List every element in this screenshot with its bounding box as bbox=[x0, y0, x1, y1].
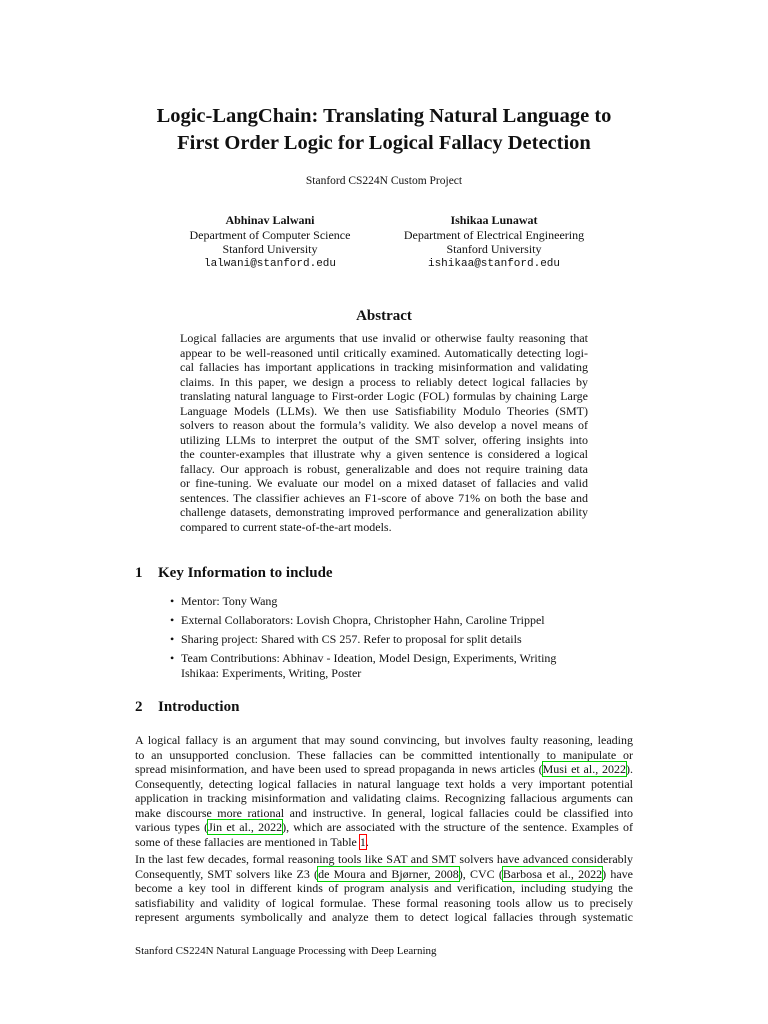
author-name: Ishikaa Lunawat bbox=[450, 213, 538, 227]
paragraph-line: various types (Jin et al., 2022), which are associated with the structure of the sentence. Examples of bbox=[135, 820, 634, 834]
author-name: Abhinav Lalwani bbox=[225, 213, 315, 227]
paragraph-line: make discourse more rational and instructive. In general, logical fallacies could be classified into bbox=[135, 805, 633, 820]
list-item-text: Mentor: Tony Wang bbox=[181, 594, 278, 608]
citation-link[interactable]: Jin et al., 2022 bbox=[208, 820, 283, 834]
citation-link[interactable]: de Moura and Bjørner, 2008 bbox=[318, 866, 459, 881]
abstract-line: cal fallacies has important applications in tracking misinformation and validating bbox=[180, 360, 588, 374]
abstract-line: or fine-tuning. We evaluate our model on a mixed dataset of fallacies and valid bbox=[180, 476, 588, 490]
abstract-line: compared to current state-of-the-art models. bbox=[180, 519, 392, 534]
title-line-1: Logic-LangChain: Translating Natural Language to bbox=[156, 105, 612, 127]
author-block bbox=[374, 213, 614, 271]
paragraph-line: become a key tool in different kinds of program analysis and verification, including studying the bbox=[135, 881, 633, 895]
citation-link[interactable]: Musi et al., 2022 bbox=[542, 762, 626, 776]
list-item bbox=[170, 651, 640, 680]
abstract-body bbox=[180, 331, 588, 534]
intro-paragraph-1 bbox=[135, 733, 633, 849]
abstract-line: appear to be well-reasoned until critically examined. Automatically detecting logi- bbox=[180, 345, 588, 360]
section-title: Introduction bbox=[158, 699, 240, 715]
table-ref-link[interactable]: 1 bbox=[359, 834, 366, 849]
paragraph-line: Consequently, detecting logical fallacies in natural language text holds a very important potential bbox=[135, 776, 633, 791]
author-department: Department of Computer Science bbox=[189, 227, 351, 242]
list-item bbox=[170, 594, 640, 609]
paragraph-line: spread misinformation, and have been used to spread propaganda in news articles (Musi et al., 2022). bbox=[135, 762, 633, 776]
paper-title bbox=[0, 103, 768, 157]
list-item-text: Sharing project: Shared with CS 257. Refer to proposal for split details bbox=[181, 632, 522, 646]
abstract-line: solvers to reason about the formula’s validity. We also develop a novel means of bbox=[180, 418, 588, 432]
author-university: Stanford University bbox=[446, 242, 542, 256]
abstract-line: claims. In this paper, we design a process to reliably detect logical fallacies by bbox=[180, 374, 588, 389]
page-footer: Stanford CS224N Natural Language Processing with Deep Learning bbox=[135, 945, 437, 957]
author-email[interactable]: lalwani@stanford.edu bbox=[203, 257, 337, 270]
list-item-text: Ishikaa: Experiments, Writing, Poster bbox=[181, 665, 362, 680]
abstract-line: the counter-examples that illustrate why a given sentence is considered a logical bbox=[180, 447, 588, 461]
paragraph-line: to an unsupported conclusion. These fallacies can be committed intentionally to manipulate or bbox=[135, 747, 633, 762]
paragraph-line: Consequently, SMT solvers like Z3 (de Moura and Bjørner, 2008), CVC (Barbosa et al., 2022) have bbox=[135, 866, 633, 881]
section-heading-2 bbox=[135, 699, 239, 716]
list-item-text: External Collaborators: Lovish Chopra, Christopher Hahn, Caroline Trippel bbox=[181, 613, 545, 627]
list-item bbox=[170, 632, 640, 647]
abstract-line: challenge datasets, demonstrating improved performance and generalization ability bbox=[180, 505, 588, 519]
author-university: Stanford University bbox=[222, 242, 318, 256]
paragraph-line: some of these fallacies are mentioned in Table 1. bbox=[135, 834, 369, 849]
key-info-list bbox=[170, 594, 640, 685]
paragraph-line: In the last few decades, formal reasoning tools like SAT and SMT solvers have advanced considerably bbox=[135, 852, 633, 866]
paragraph-line: represent arguments symbolically and analyze them to detect logical fallacies through systematic bbox=[135, 910, 633, 924]
intro-paragraph-2 bbox=[135, 852, 633, 925]
abstract-line: sentences. The classifier achieves an F1-score of above 71% on both the base and bbox=[180, 490, 588, 505]
abstract-line: Logical fallacies are arguments that use invalid or otherwise faulty reasoning that bbox=[180, 331, 588, 345]
title-line-2: First Order Logic for Logical Fallacy Detection bbox=[177, 132, 591, 154]
abstract-line: translating natural language to First-order Logic (FOL) formulas by chaining Large bbox=[180, 389, 588, 403]
abstract-line: fallacy. Our approach is robust, generalizable and does not require training data bbox=[180, 461, 588, 476]
abstract-line: utilizing LLMs to interpret the output of the SMT solver, offering insights into bbox=[180, 432, 588, 447]
section-number: 2 bbox=[135, 699, 143, 715]
abstract-heading: Abstract bbox=[356, 308, 412, 324]
author-email[interactable]: ishikaa@stanford.edu bbox=[427, 257, 561, 270]
citation-link[interactable]: Barbosa et al., 2022 bbox=[502, 866, 603, 881]
section-number: 1 bbox=[135, 565, 143, 581]
paragraph-line: application in tracking misinformation and validating claims. Recognizing fallacious arguments can bbox=[135, 791, 633, 805]
paragraph-line: satisfiability and validity of logical formulae. These formal reasoning tools allow us to precisely bbox=[135, 895, 633, 910]
paragraph-line: A logical fallacy is an argument that may sound convincing, but involves faulty reasoning, leading bbox=[135, 733, 633, 747]
section-title: Key Information to include bbox=[158, 565, 333, 581]
list-item-text: • Team Contributions: Abhinav - Ideation, Model Design, Experiments, Writing bbox=[181, 651, 557, 665]
author-department: Department of Electrical Engineering bbox=[403, 227, 585, 242]
author-block bbox=[150, 213, 390, 271]
section-heading-1 bbox=[135, 565, 333, 582]
list-item bbox=[170, 613, 640, 628]
abstract-line: Language Models (LLMs). We then use Satisfiability Modulo Theories (SMT) bbox=[180, 403, 588, 418]
paper-subtitle: Stanford CS224N Custom Project bbox=[305, 175, 463, 187]
